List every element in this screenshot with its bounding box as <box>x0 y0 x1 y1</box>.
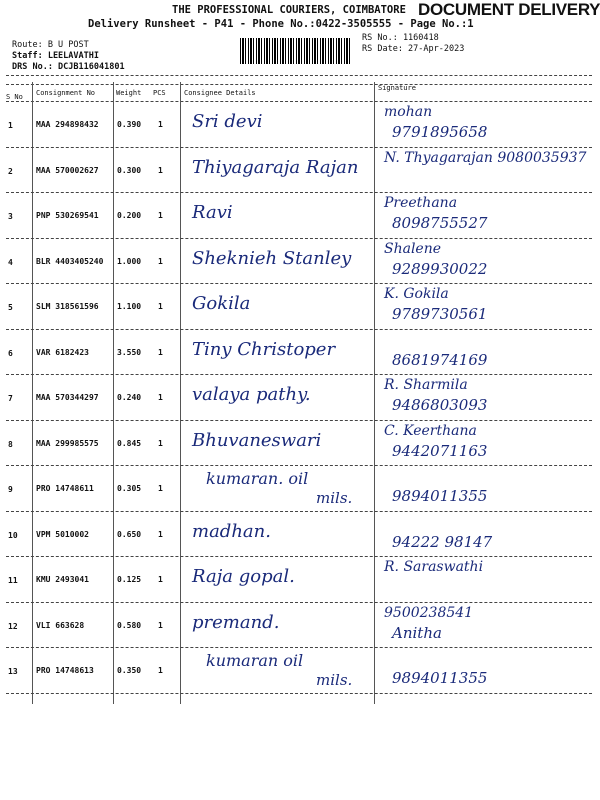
header-rule <box>6 75 592 76</box>
row-signature-phone: 8098755527 <box>392 214 488 232</box>
row-pcs: 1 <box>158 575 163 584</box>
row-divider <box>6 147 592 148</box>
row-divider <box>6 693 592 694</box>
row-signature-phone: 9894011355 <box>392 669 488 687</box>
column-divider <box>180 82 181 704</box>
row-consignment-no: KMU 2493041 <box>36 575 89 584</box>
row-consignee-name: Ravi <box>192 202 233 223</box>
row-weight: 0.240 <box>117 393 142 402</box>
row-divider <box>6 238 592 239</box>
row-pcs: 1 <box>158 165 163 175</box>
row-signature: K. Gokila <box>384 286 449 302</box>
row-divider <box>6 283 592 284</box>
row-pcs: 1 <box>158 256 163 266</box>
route-label: Route: B U POST <box>12 40 89 50</box>
row-sno: 9 <box>8 485 13 494</box>
row-consignment-no: SLM 318561596 <box>36 302 99 311</box>
row-divider <box>6 192 592 193</box>
row-divider <box>6 511 592 512</box>
col-pcs: PCS <box>153 89 166 97</box>
row-weight: 0.300 <box>117 165 142 175</box>
row-divider <box>6 602 592 603</box>
row-sno: 12 <box>8 621 18 631</box>
row-sno: 13 <box>8 667 18 676</box>
row-signature-phone: 8681974169 <box>392 350 488 369</box>
row-sno: 1 <box>8 121 13 130</box>
row-weight: 0.305 <box>117 484 142 493</box>
row-pcs: 1 <box>158 529 163 539</box>
col-signature: Signature <box>378 84 416 92</box>
col-consignment: Consignment No <box>36 89 96 97</box>
row-weight: 0.845 <box>117 438 142 448</box>
row-signature: C. Keerthana <box>384 422 477 439</box>
row-weight: 3.550 <box>117 347 142 357</box>
row-signature-phone: 9791895658 <box>392 123 488 141</box>
row-signature-phone: 9442071163 <box>392 441 488 460</box>
row-divider <box>6 465 592 466</box>
row-consignee-name: Tiny Christoper <box>192 338 336 360</box>
row-sno: 10 <box>8 530 18 540</box>
row-consignee-name: madhan. <box>192 520 271 542</box>
row-pcs: 1 <box>158 120 163 129</box>
row-signature: R. Sharmila <box>384 377 468 393</box>
row-weight: 0.200 <box>117 211 142 220</box>
rs-date: RS Date: 27-Apr-2023 <box>362 44 465 54</box>
col-consignee: Consignee Details <box>184 89 256 97</box>
column-divider <box>374 82 375 704</box>
row-consignment-no: PRO 14748613 <box>36 666 94 675</box>
row-sno: 8 <box>8 439 13 449</box>
row-pcs: 1 <box>158 211 163 220</box>
row-divider <box>6 647 592 648</box>
column-divider <box>32 82 33 704</box>
row-pcs: 1 <box>158 484 163 493</box>
row-signature: mohan <box>384 104 433 120</box>
row-signature: 9500238541 <box>384 604 474 621</box>
row-consignment-no: MAA 299985575 <box>36 438 99 448</box>
row-weight: 0.580 <box>117 620 142 630</box>
row-signature: Shalene <box>384 240 442 257</box>
row-pcs: 1 <box>158 438 163 448</box>
row-weight: 0.650 <box>117 529 142 539</box>
row-signature-phone: 9289930022 <box>392 259 488 278</box>
row-consignment-no: PNP 530269541 <box>36 211 99 220</box>
row-signature: R. Saraswathi <box>384 559 484 575</box>
row-signature-phone: 94222 98147 <box>392 532 493 551</box>
row-pcs: 1 <box>158 666 163 675</box>
row-pcs: 1 <box>158 393 163 402</box>
row-consignee-name: Raja gopal. <box>192 566 295 587</box>
row-signature: Preethana <box>384 195 458 211</box>
row-consignment-no: MAA 294898432 <box>36 120 99 129</box>
row-divider <box>6 329 592 330</box>
row-pcs: 1 <box>158 302 163 311</box>
row-consignee-name: premand. <box>192 611 280 633</box>
row-consignment-no: MAA 570002627 <box>36 165 99 175</box>
row-pcs: 1 <box>158 620 163 630</box>
row-consignee-name-cont: mils. <box>316 671 353 689</box>
row-consignee-name: Gokila <box>192 293 251 314</box>
row-consignment-no: VPM 5010002 <box>36 529 89 539</box>
column-divider <box>113 82 114 704</box>
row-consignee-name: kumaran oil <box>206 651 304 670</box>
row-weight: 0.350 <box>117 666 142 675</box>
row-signature-phone: Anitha <box>392 623 442 642</box>
row-divider <box>6 420 592 421</box>
col-sno: S No <box>6 93 23 101</box>
row-consignee-name: valaya pathy. <box>192 384 311 405</box>
row-consignee-name: Sheknieh Stanley <box>192 247 352 269</box>
row-consignee-name: Sri devi <box>192 111 263 132</box>
row-consignment-no: BLR 4403405240 <box>36 256 104 266</box>
row-signature: N. Thyagarajan 9080035937 <box>384 149 587 166</box>
row-consignment-no: MAA 570344297 <box>36 393 99 402</box>
row-signature-phone: 9486803093 <box>392 396 488 414</box>
row-weight: 0.390 <box>117 120 142 129</box>
row-signature-phone: 9894011355 <box>392 487 488 505</box>
row-consignment-no: VLI 663628 <box>36 620 85 630</box>
row-pcs: 1 <box>158 347 163 357</box>
row-sno: 5 <box>8 303 13 312</box>
row-weight: 1.100 <box>117 302 142 311</box>
row-signature-phone: 9789730561 <box>392 305 488 323</box>
runsheet-title: Delivery Runsheet - P41 - Phone No.:0422-3505555 - Page No.:1 <box>88 18 474 30</box>
header-rule <box>6 101 592 102</box>
row-divider <box>6 556 592 557</box>
row-consignment-no: PRO 14748611 <box>36 484 94 493</box>
row-sno: 3 <box>8 212 13 221</box>
row-consignee-name: Bhuvaneswari <box>192 429 322 451</box>
row-divider <box>6 374 592 375</box>
row-consignee-name-cont: mils. <box>316 489 353 507</box>
document-title: DOCUMENT DELIVERY <box>418 0 600 19</box>
row-consignee-name: kumaran. oil <box>206 469 309 488</box>
row-weight: 0.125 <box>117 575 142 584</box>
row-consignment-no: VAR 6182423 <box>36 347 89 357</box>
rs-number: RS No.: 1160418 <box>362 33 439 43</box>
row-weight: 1.000 <box>117 256 142 266</box>
row-sno: 11 <box>8 576 18 585</box>
barcode <box>240 38 350 64</box>
company-name: THE PROFESSIONAL COURIERS, COIMBATORE <box>172 4 406 16</box>
row-consignee-name: Thiyagaraja Rajan <box>192 156 359 178</box>
row-sno: 6 <box>8 348 13 358</box>
row-sno: 4 <box>8 257 13 267</box>
row-sno: 7 <box>8 394 13 403</box>
staff-label: Staff: LEELAVATHI <box>12 51 99 61</box>
row-sno: 2 <box>8 166 13 176</box>
drs-number: DRS No.: DCJB116041801 <box>12 62 125 72</box>
col-weight: Weight <box>116 89 142 97</box>
header-rule <box>6 84 592 85</box>
